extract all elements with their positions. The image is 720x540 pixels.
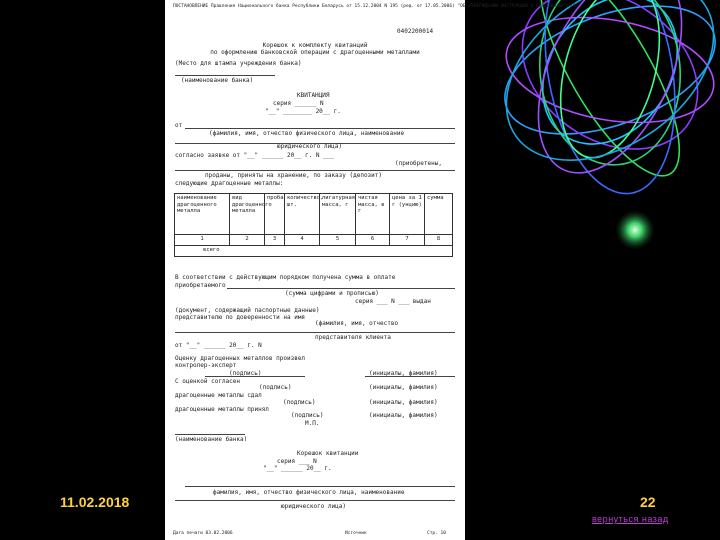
agree-line: С оценкой согласен xyxy=(175,378,241,385)
accordance-line: В соответствии с действующим порядком получена сумма в оплате xyxy=(175,274,396,281)
document-header-line: ПОСТАНОВЛЕНИЕ Правления Национального банка Республики Беларусь от 15.12.2004 N 195 (ред. от 17.05.2006) "ОБ УТВЕРЖДЕНИИ ИНСТРУКЦИИ О СОВЕРШЕНИИ БАНК xyxy=(173,4,577,9)
series-line: серия ______ N xyxy=(273,100,324,107)
bank-name-line xyxy=(175,75,275,76)
date-line-3: "__" ______ 20__ г. xyxy=(263,465,332,472)
sum-line xyxy=(227,288,455,289)
back-link[interactable]: вернуться назад xyxy=(592,514,669,524)
sum-caption: (сумма цифрами и прописью) xyxy=(285,290,379,297)
entity-line-2 xyxy=(175,500,455,501)
table-header: чистая масса, в г xyxy=(355,193,390,235)
signature-caption: (подпись) xyxy=(259,384,292,391)
initials-caption: (инициалы, фамилия) xyxy=(369,384,438,391)
eval-line-1: Оценку драгоценных металлов произвел xyxy=(175,355,306,362)
metals-table xyxy=(174,193,453,257)
entity-caption: юридического лица) xyxy=(277,143,343,150)
handed-line: драгоценные металлы сдал xyxy=(175,392,262,399)
source-label: Источник xyxy=(345,531,367,536)
form-code: 0402200014 xyxy=(397,28,434,35)
initials-caption: (инициалы, фамилия) xyxy=(369,399,438,406)
trust-line: представителю по доверенности на имя xyxy=(175,314,306,321)
entity-caption-2: юридического лица) xyxy=(281,503,347,510)
decorative-swirl-graphic xyxy=(460,0,720,540)
acquired-label: (приобретены, xyxy=(395,160,442,167)
table-column-number: 4 xyxy=(284,234,320,246)
date-line-2: от "__" ______ 20__ г. N xyxy=(175,342,262,349)
document-title: Корешок к комплекту квитанций xyxy=(262,42,368,49)
receipt-label: КВИТАНЦИЯ xyxy=(297,92,330,99)
table-column-number: 2 xyxy=(229,234,265,246)
person-caption-2: фамилия, имя, отчество физического лица, наименование xyxy=(213,489,405,496)
table-column-number: 5 xyxy=(319,234,356,246)
table-header: лигатурная масса, г xyxy=(319,193,356,235)
representative-line xyxy=(175,332,455,333)
seal-mark: М.П. xyxy=(305,420,320,427)
date-line: "__" ________ 20__ г. xyxy=(265,108,341,115)
table-header: цена за 1 г (унцию) xyxy=(389,193,425,235)
table-column-number: 7 xyxy=(389,234,425,246)
document-page xyxy=(165,0,577,540)
slide-date: 11.02.2018 xyxy=(60,494,130,510)
slide-number: 22 xyxy=(640,494,656,510)
table-total-row xyxy=(174,245,453,257)
received-line: драгоценные металлы принял xyxy=(175,406,269,413)
table-header: вид драгоценного металла xyxy=(229,193,265,235)
bank-name-line-2 xyxy=(175,434,245,435)
signature-caption: (подпись) xyxy=(291,412,324,419)
table-header: проба xyxy=(264,193,285,235)
representative-caption: представителя клиента xyxy=(315,334,391,341)
sold-caption: проданы, приняты на хранение, по заказу (депозит) xyxy=(205,172,383,179)
signature-caption: (подпись) xyxy=(229,370,262,377)
fio-caption: (фамилия, имя, отчество xyxy=(315,320,399,327)
paid-label: приобретаемого xyxy=(175,282,226,289)
table-header: количество, шт. xyxy=(284,193,320,235)
stub-label: Корешок квитанции xyxy=(297,450,359,457)
bank-caption-2: (наименование банка) xyxy=(175,436,248,443)
person-caption: (фамилия, имя, отчество физического лица, наименование xyxy=(209,130,405,137)
bank-name-caption: (наименование банка) xyxy=(181,77,254,84)
from-line xyxy=(185,128,455,129)
document-caption: (документ, содержащий паспортные данные) xyxy=(175,307,320,314)
table-column-number: 1 xyxy=(174,234,230,246)
paid-line: согласно заявке от "__" ______ 20__ г. N ___ xyxy=(175,152,334,159)
document-subtitle: по оформлению банковской операции с драгоценными металлами xyxy=(210,49,420,56)
sold-line xyxy=(175,170,455,171)
table-header: сумма xyxy=(424,193,453,235)
series-line-2: серия ___ N ___ выдан xyxy=(355,298,431,305)
table-column-number: 8 xyxy=(424,234,453,246)
initials-caption: (инициалы, фамилия) xyxy=(369,412,438,419)
table-column-number: 6 xyxy=(355,234,390,246)
stamp-place-label: (Место для штампа учреждения банка) xyxy=(175,60,302,67)
print-date: Дата печати 03.02.2006 xyxy=(173,531,233,536)
table-total-label: всего xyxy=(203,247,220,253)
from-line-2 xyxy=(185,486,455,487)
table-header: наименование драгоценного металла xyxy=(174,193,230,235)
table-column-number: 3 xyxy=(264,234,285,246)
page-label: Стр. 10 xyxy=(427,531,446,536)
following-metals: следующие драгоценные металлы: xyxy=(175,180,284,187)
signature-caption: (подпись) xyxy=(283,399,316,406)
initials-caption: (инициалы, фамилия) xyxy=(369,370,438,377)
from-label: от xyxy=(175,122,183,129)
eval-line-2: контролер-эксперт xyxy=(175,362,237,369)
series-line-3: серия ___ N xyxy=(277,458,317,465)
